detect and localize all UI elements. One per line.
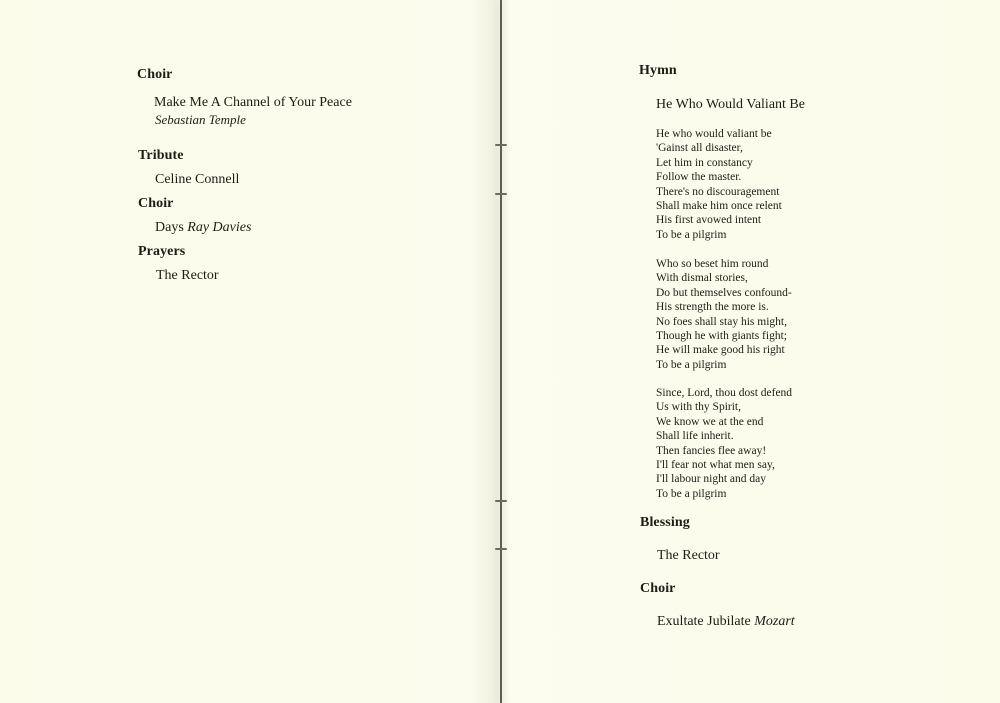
- hymn-line: I'll fear not what men say,: [656, 458, 775, 471]
- choir-piece-line-3: [657, 614, 795, 630]
- choir-piece-title-2: Days: [155, 220, 184, 235]
- right-page: [500, 0, 1000, 703]
- hymn-line: To be a pilgrim: [656, 228, 727, 241]
- hymn-line: Follow the master.: [656, 171, 742, 184]
- section-heading-blessing: Blessing: [640, 515, 690, 530]
- choir-piece-composer: Sebastian Temple: [155, 112, 246, 127]
- hymn-line: Shall make him once relent: [656, 199, 782, 212]
- section-heading-prayers: Prayers: [138, 244, 186, 259]
- hymn-line: His strength the more is.: [656, 301, 769, 314]
- choir-piece-title-3: Exultate Jubilate: [657, 614, 751, 629]
- hymn-line: Since, Lord, thou dost defend: [656, 387, 793, 399]
- blessing-leader: The Rector: [657, 548, 720, 563]
- hymn-line: His first avowed intent: [656, 214, 762, 227]
- choir-piece-line: [155, 220, 251, 236]
- section-heading-tribute: Tribute: [138, 148, 184, 163]
- hymn-line: Let him in constancy: [656, 156, 753, 169]
- hymn-line: He will make good his right: [656, 344, 785, 357]
- hymn-stanza-1: [656, 127, 782, 242]
- section-heading-hymn: Hymn: [639, 63, 677, 78]
- hymn-line: 'Gainst all disaster,: [656, 142, 743, 155]
- hymn-stanza-3: [656, 386, 792, 501]
- hymn-line: Who so beset him round: [656, 258, 769, 270]
- choir-piece-composer-2: Ray Davies: [187, 220, 252, 235]
- hymn-line: Do but themselves confound-: [656, 286, 792, 299]
- section-heading-choir-3: Choir: [640, 581, 676, 596]
- hymn-title: He Who Would Valiant Be: [656, 97, 805, 112]
- hymn-line: Shall life inherit.: [656, 430, 734, 443]
- hymn-line: There's no discouragement: [656, 185, 780, 198]
- hymn-line: No foes shall stay his might,: [656, 315, 787, 328]
- hymn-line: Then fancies flee away!: [656, 444, 767, 457]
- choir-piece-title: Make Me A Channel of Your Peace: [154, 95, 352, 110]
- section-heading-choir-2: Choir: [138, 196, 174, 211]
- hymn-line: To be a pilgrim: [656, 358, 727, 371]
- section-heading-choir: Choir: [137, 67, 173, 82]
- hymn-line: To be a pilgrim: [656, 487, 727, 500]
- hymn-line: We know we at the end: [656, 415, 764, 428]
- tribute-name: Celine Connell: [155, 172, 240, 187]
- hymn-line: Though he with giants fight;: [656, 329, 787, 342]
- hymn-stanza-2: [656, 257, 792, 372]
- hymn-line: Us with thy Spirit,: [656, 401, 741, 414]
- choir-piece-composer-3: Mozart: [754, 614, 795, 629]
- hymn-line: He who would valiant be: [656, 128, 772, 140]
- hymn-line: I'll labour night and day: [656, 473, 767, 486]
- prayers-leader: The Rector: [156, 268, 219, 283]
- hymn-line: With dismal stories,: [656, 272, 748, 285]
